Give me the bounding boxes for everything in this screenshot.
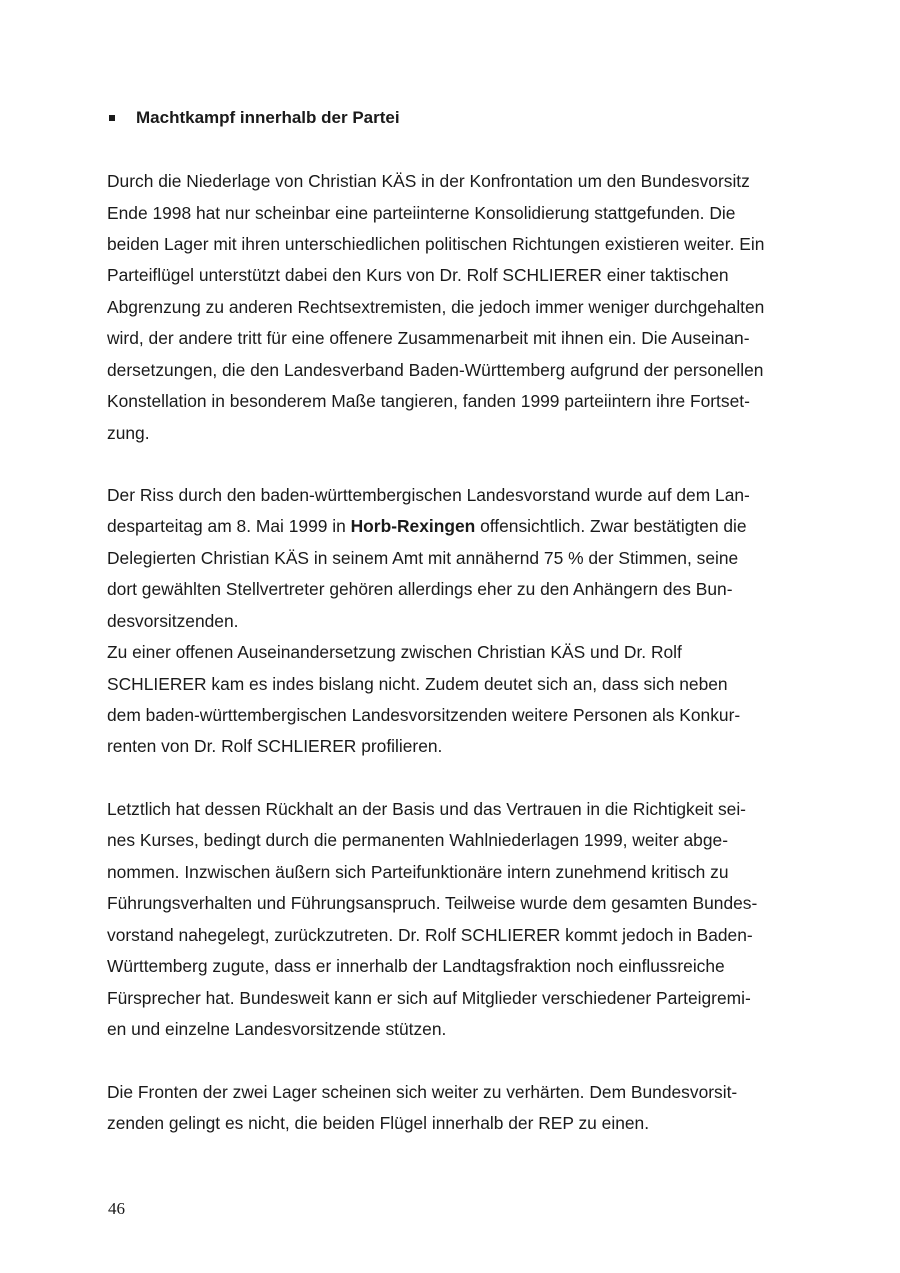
page-number: 46 bbox=[108, 1199, 125, 1218]
text-segment: offensichtlich. Zwar bestätigten die bbox=[475, 516, 747, 536]
section-heading bbox=[107, 106, 400, 130]
text-line: vorstand nahegelegt, zurückzutreten. Dr. Rolf SCHLIERER kommt jedoch in Baden- bbox=[107, 925, 753, 945]
text-line: Württemberg zugute, dass er innerhalb der Landtagsfraktion noch einflussreiche bbox=[107, 956, 725, 976]
text-line: Führungsverhalten und Führungsanspruch. Teilweise wurde dem gesamten Bundes- bbox=[107, 893, 758, 913]
text-line: Der Riss durch den baden-württembergischen Landesvorstand wurde auf dem Lan- bbox=[107, 485, 750, 505]
text-line: Abgrenzung zu anderen Rechtsextremisten, die jedoch immer weniger durchgehalten bbox=[107, 297, 765, 317]
text-line: Die Fronten der zwei Lager scheinen sich weiter zu verhärten. Dem Bundesvorsit- bbox=[107, 1082, 738, 1102]
text-line: zenden gelingt es nicht, die beiden Flügel innerhalb der REP zu einen. bbox=[107, 1113, 650, 1133]
text-line: Ende 1998 hat nur scheinbar eine parteiinterne Konsolidierung stattgefunden. Die bbox=[107, 203, 736, 223]
bold-place-name: Horb-Rexingen bbox=[350, 516, 476, 536]
text-line: dersetzungen, die den Landesverband Baden-Württemberg aufgrund der personellen bbox=[107, 360, 764, 380]
text-line: Delegierten Christian KÄS in seinem Amt mit annähernd 75 % der Stimmen, seine bbox=[107, 548, 739, 568]
text-line: wird, der andere tritt für eine offenere Zusammenarbeit mit ihnen ein. Die Auseinan- bbox=[107, 328, 750, 348]
text-line: nes Kurses, bedingt durch die permanenten Wahlniederlagen 1999, weiter abge- bbox=[107, 830, 728, 850]
section-heading-title: Machtkampf innerhalb der Partei bbox=[136, 108, 400, 127]
text-line: nommen. Inzwischen äußern sich Parteifunktionäre intern zunehmend kritisch zu bbox=[107, 862, 729, 882]
text-line: renten von Dr. Rolf SCHLIERER profilieren. bbox=[107, 736, 443, 756]
text-line: SCHLIERER kam es indes bislang nicht. Zudem deutet sich an, dass sich neben bbox=[107, 674, 728, 694]
text-line: Zu einer offenen Auseinandersetzung zwischen Christian KÄS und Dr. Rolf bbox=[107, 642, 682, 662]
text-line: desvorsitzenden. bbox=[107, 611, 239, 631]
text-line: en und einzelne Landesvorsitzende stützen. bbox=[107, 1019, 447, 1039]
square-bullet-icon bbox=[109, 115, 115, 121]
text-line: beiden Lager mit ihren unterschiedlichen politischen Richtungen existieren weiter. Ein bbox=[107, 234, 765, 254]
text-line: zung. bbox=[107, 423, 150, 443]
text-line: dem baden-württembergischen Landesvorsitzenden weitere Personen als Konkur- bbox=[107, 705, 741, 725]
text-segment: desparteitag am 8. Mai 1999 in bbox=[107, 516, 351, 536]
text-line: Konstellation in besonderem Maße tangieren, fanden 1999 parteiintern ihre Fortset- bbox=[107, 391, 750, 411]
text-line: Fürsprecher hat. Bundesweit kann er sich auf Mitglieder verschiedener Parteigremi- bbox=[107, 988, 751, 1008]
text-line: dort gewählten Stellvertreter gehören allerdings eher zu den Anhängern des Bun- bbox=[107, 579, 733, 599]
text-line: Parteiflügel unterstützt dabei den Kurs von Dr. Rolf SCHLIERER einer taktischen bbox=[107, 265, 729, 285]
text-line: Letztlich hat dessen Rückhalt an der Basis und das Vertrauen in die Richtigkeit sei- bbox=[107, 799, 746, 819]
text-line: Durch die Niederlage von Christian KÄS in der Konfrontation um den Bundesvorsitz bbox=[107, 171, 750, 191]
text-line-with-bold-place bbox=[107, 514, 747, 538]
